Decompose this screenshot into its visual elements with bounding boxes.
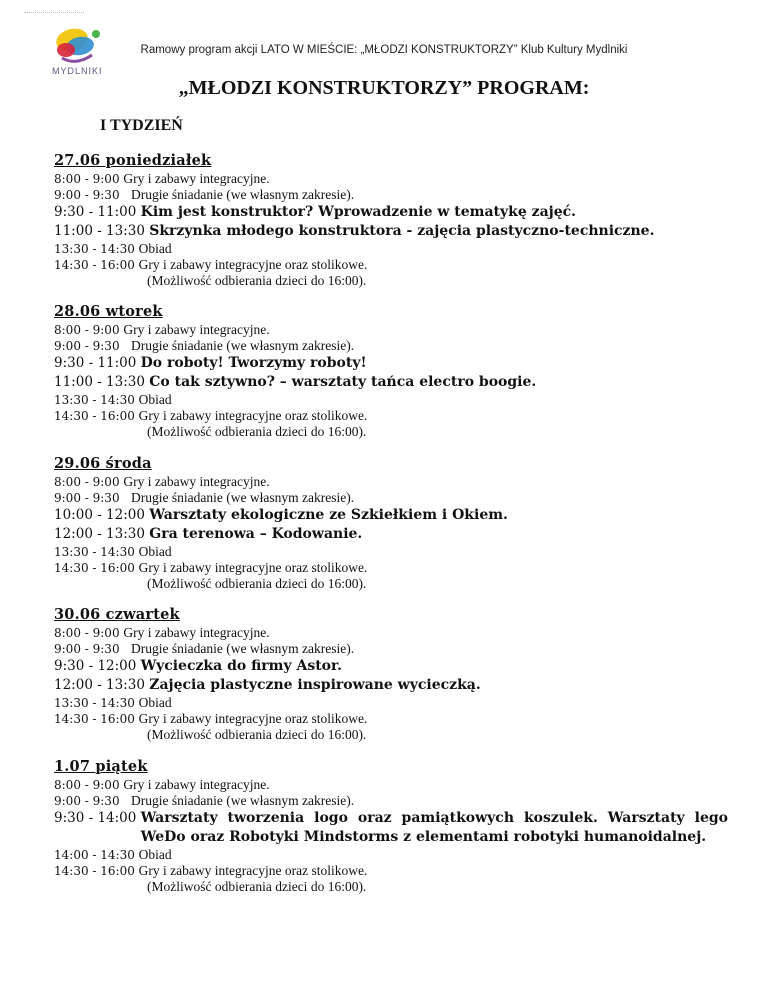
schedule-row xyxy=(54,187,728,203)
activity: Skrzynka młodego konstruktora - zajęcia plastyczno-techniczne. xyxy=(149,223,655,239)
schedule-row xyxy=(54,338,728,354)
time-range: 8:00 - 9:00 xyxy=(54,172,124,186)
schedule-row xyxy=(54,222,728,241)
time-range: 8:00 - 9:00 xyxy=(54,475,124,489)
schedule-row xyxy=(54,506,728,525)
activity: Gry i zabawy integracyjne. xyxy=(123,171,270,186)
pickup-note: (Możliwość odbierania dzieci do 16:00). xyxy=(147,424,367,439)
time-range: 11:00 - 13:30 xyxy=(54,374,150,390)
day-section xyxy=(54,303,728,440)
schedule-row xyxy=(54,641,728,657)
time-range: 11:00 - 13:30 xyxy=(54,223,150,239)
activity: Kim jest konstruktor? Wprowadzenie w tematykę zajęć. xyxy=(140,204,577,220)
schedule-row xyxy=(54,525,728,544)
time-range: 14:30 - 16:00 xyxy=(54,409,139,423)
schedule-row xyxy=(54,322,728,338)
schedule-row xyxy=(54,241,728,257)
activity: Co tak sztywno? – warsztaty tańca electro boogie. xyxy=(149,374,537,390)
time-range: 12:00 - 13:30 xyxy=(54,526,150,542)
activity: Drugie śniadanie (we własnym zakresie). xyxy=(131,793,355,808)
time-range: 8:00 - 9:00 xyxy=(54,626,124,640)
schedule-row xyxy=(54,257,728,273)
activity: Gry i zabawy integracyjne oraz stolikowe. xyxy=(138,711,368,726)
activity: Obiad xyxy=(138,241,172,256)
activity: Zajęcia plastyczne inspirowane wycieczką. xyxy=(149,677,481,693)
time-range: 12:00 - 13:30 xyxy=(54,677,150,693)
time-range: 9:00 - 9:30 xyxy=(54,188,132,202)
schedule-row xyxy=(54,777,728,793)
day-section xyxy=(54,455,728,592)
schedule-row xyxy=(54,392,728,408)
activity: Gra terenowa – Kodowanie. xyxy=(149,526,363,542)
logo-text: MYDLNIKI xyxy=(52,66,103,76)
activity: Drugie śniadanie (we własnym zakresie). xyxy=(131,338,355,353)
schedule-row xyxy=(54,544,728,560)
time-range: 14:30 - 16:00 xyxy=(54,712,139,726)
top-dotted-mark xyxy=(24,12,84,14)
time-range: 13:30 - 14:30 xyxy=(54,242,139,256)
day-heading: 30.06 czwartek xyxy=(54,606,180,623)
activity: Gry i zabawy integracyjne. xyxy=(123,625,270,640)
day-heading: 27.06 poniedziałek xyxy=(54,152,212,169)
pickup-note: (Możliwość odbierania dzieci do 16:00). xyxy=(147,879,367,894)
schedule-row xyxy=(54,203,728,222)
schedule-row xyxy=(54,711,728,727)
time-range: 8:00 - 9:00 xyxy=(54,323,124,337)
activity: Gry i zabawy integracyjne. xyxy=(123,777,270,792)
schedule-row xyxy=(54,809,728,847)
time-range: 13:30 - 14:30 xyxy=(54,545,139,559)
schedule-row xyxy=(54,625,728,641)
activity: Gry i zabawy integracyjne. xyxy=(123,474,270,489)
schedule-row xyxy=(54,695,728,711)
schedule-row xyxy=(54,560,728,576)
time-range: 10:00 - 12:00 xyxy=(54,507,150,523)
time-range: 9:30 - 11:00 xyxy=(54,355,141,371)
schedule-row xyxy=(54,676,728,695)
activity: Drugie śniadanie (we własnym zakresie). xyxy=(131,490,355,505)
activity: Drugie śniadanie (we własnym zakresie). xyxy=(131,187,355,202)
activity: Obiad xyxy=(138,847,172,862)
pickup-note: (Możliwość odbierania dzieci do 16:00). xyxy=(147,576,367,591)
pickup-note: (Możliwość odbierania dzieci do 16:00). xyxy=(147,727,367,742)
page-header: Ramowy program akcji LATO W MIEŚCIE: „MŁODZI KONSTRUKTORZY” Klub Kultury Mydlniki xyxy=(140,44,628,56)
schedule-row xyxy=(54,793,728,809)
schedule-row xyxy=(54,171,728,187)
schedule-row xyxy=(54,657,728,676)
activity: Obiad xyxy=(138,695,172,710)
activity: Obiad xyxy=(138,392,172,407)
activity: Gry i zabawy integracyjne oraz stolikowe. xyxy=(138,863,368,878)
schedule-row xyxy=(54,354,728,373)
time-range: 8:00 - 9:00 xyxy=(54,778,124,792)
day-section xyxy=(54,152,728,289)
time-range: 9:30 - 14:00 xyxy=(54,810,141,826)
pickup-note: (Możliwość odbierania dzieci do 16:00). xyxy=(147,273,367,288)
schedule-row xyxy=(54,373,728,392)
week-heading: I TYDZIEŃ xyxy=(100,117,183,134)
schedule-row xyxy=(54,490,728,506)
time-range: 9:00 - 9:30 xyxy=(54,642,132,656)
time-range: 9:00 - 9:30 xyxy=(54,491,132,505)
time-range: 14:30 - 16:00 xyxy=(54,258,139,272)
time-range: 9:30 - 11:00 xyxy=(54,204,141,220)
time-range: 14:30 - 16:00 xyxy=(54,864,139,878)
activity: Wycieczka do firmy Astor. xyxy=(140,658,342,674)
page-title: „MŁODZI KONSTRUKTORZY” PROGRAM: xyxy=(178,77,590,99)
time-range: 14:30 - 16:00 xyxy=(54,561,139,575)
day-heading: 29.06 środa xyxy=(54,455,152,472)
activity: Gry i zabawy integracyjne oraz stolikowe. xyxy=(138,560,368,575)
activity: Gry i zabawy integracyjne oraz stolikowe. xyxy=(138,408,368,423)
time-range: 13:30 - 14:30 xyxy=(54,696,139,710)
day-heading: 28.06 wtorek xyxy=(54,303,163,320)
day-heading: 1.07 piątek xyxy=(54,758,148,775)
activity: Warsztaty ekologiczne ze Szkiełkiem i Okiem. xyxy=(149,507,508,523)
schedule-row xyxy=(54,847,728,863)
day-section xyxy=(54,606,728,743)
activity: Drugie śniadanie (we własnym zakresie). xyxy=(131,641,355,656)
day-section xyxy=(54,758,728,895)
activity: Warsztaty tworzenia logo oraz pamiątkowych koszulek. Warsztaty lego WeDo oraz Robotyki Mindstorms z elementami robotyki humanoidalnej. xyxy=(140,810,728,845)
schedule-row xyxy=(54,408,728,424)
activity: Do roboty! Tworzymy roboty! xyxy=(140,355,367,371)
time-range: 9:00 - 9:30 xyxy=(54,794,132,808)
time-range: 9:00 - 9:30 xyxy=(54,339,132,353)
schedule-row xyxy=(54,863,728,879)
activity: Gry i zabawy integracyjne oraz stolikowe. xyxy=(138,257,368,272)
activity: Obiad xyxy=(138,544,172,559)
time-range: 13:30 - 14:30 xyxy=(54,393,139,407)
time-range: 14:00 - 14:30 xyxy=(54,848,139,862)
schedule-row xyxy=(54,474,728,490)
time-range: 9:30 - 12:00 xyxy=(54,658,141,674)
activity: Gry i zabawy integracyjne. xyxy=(123,322,270,337)
